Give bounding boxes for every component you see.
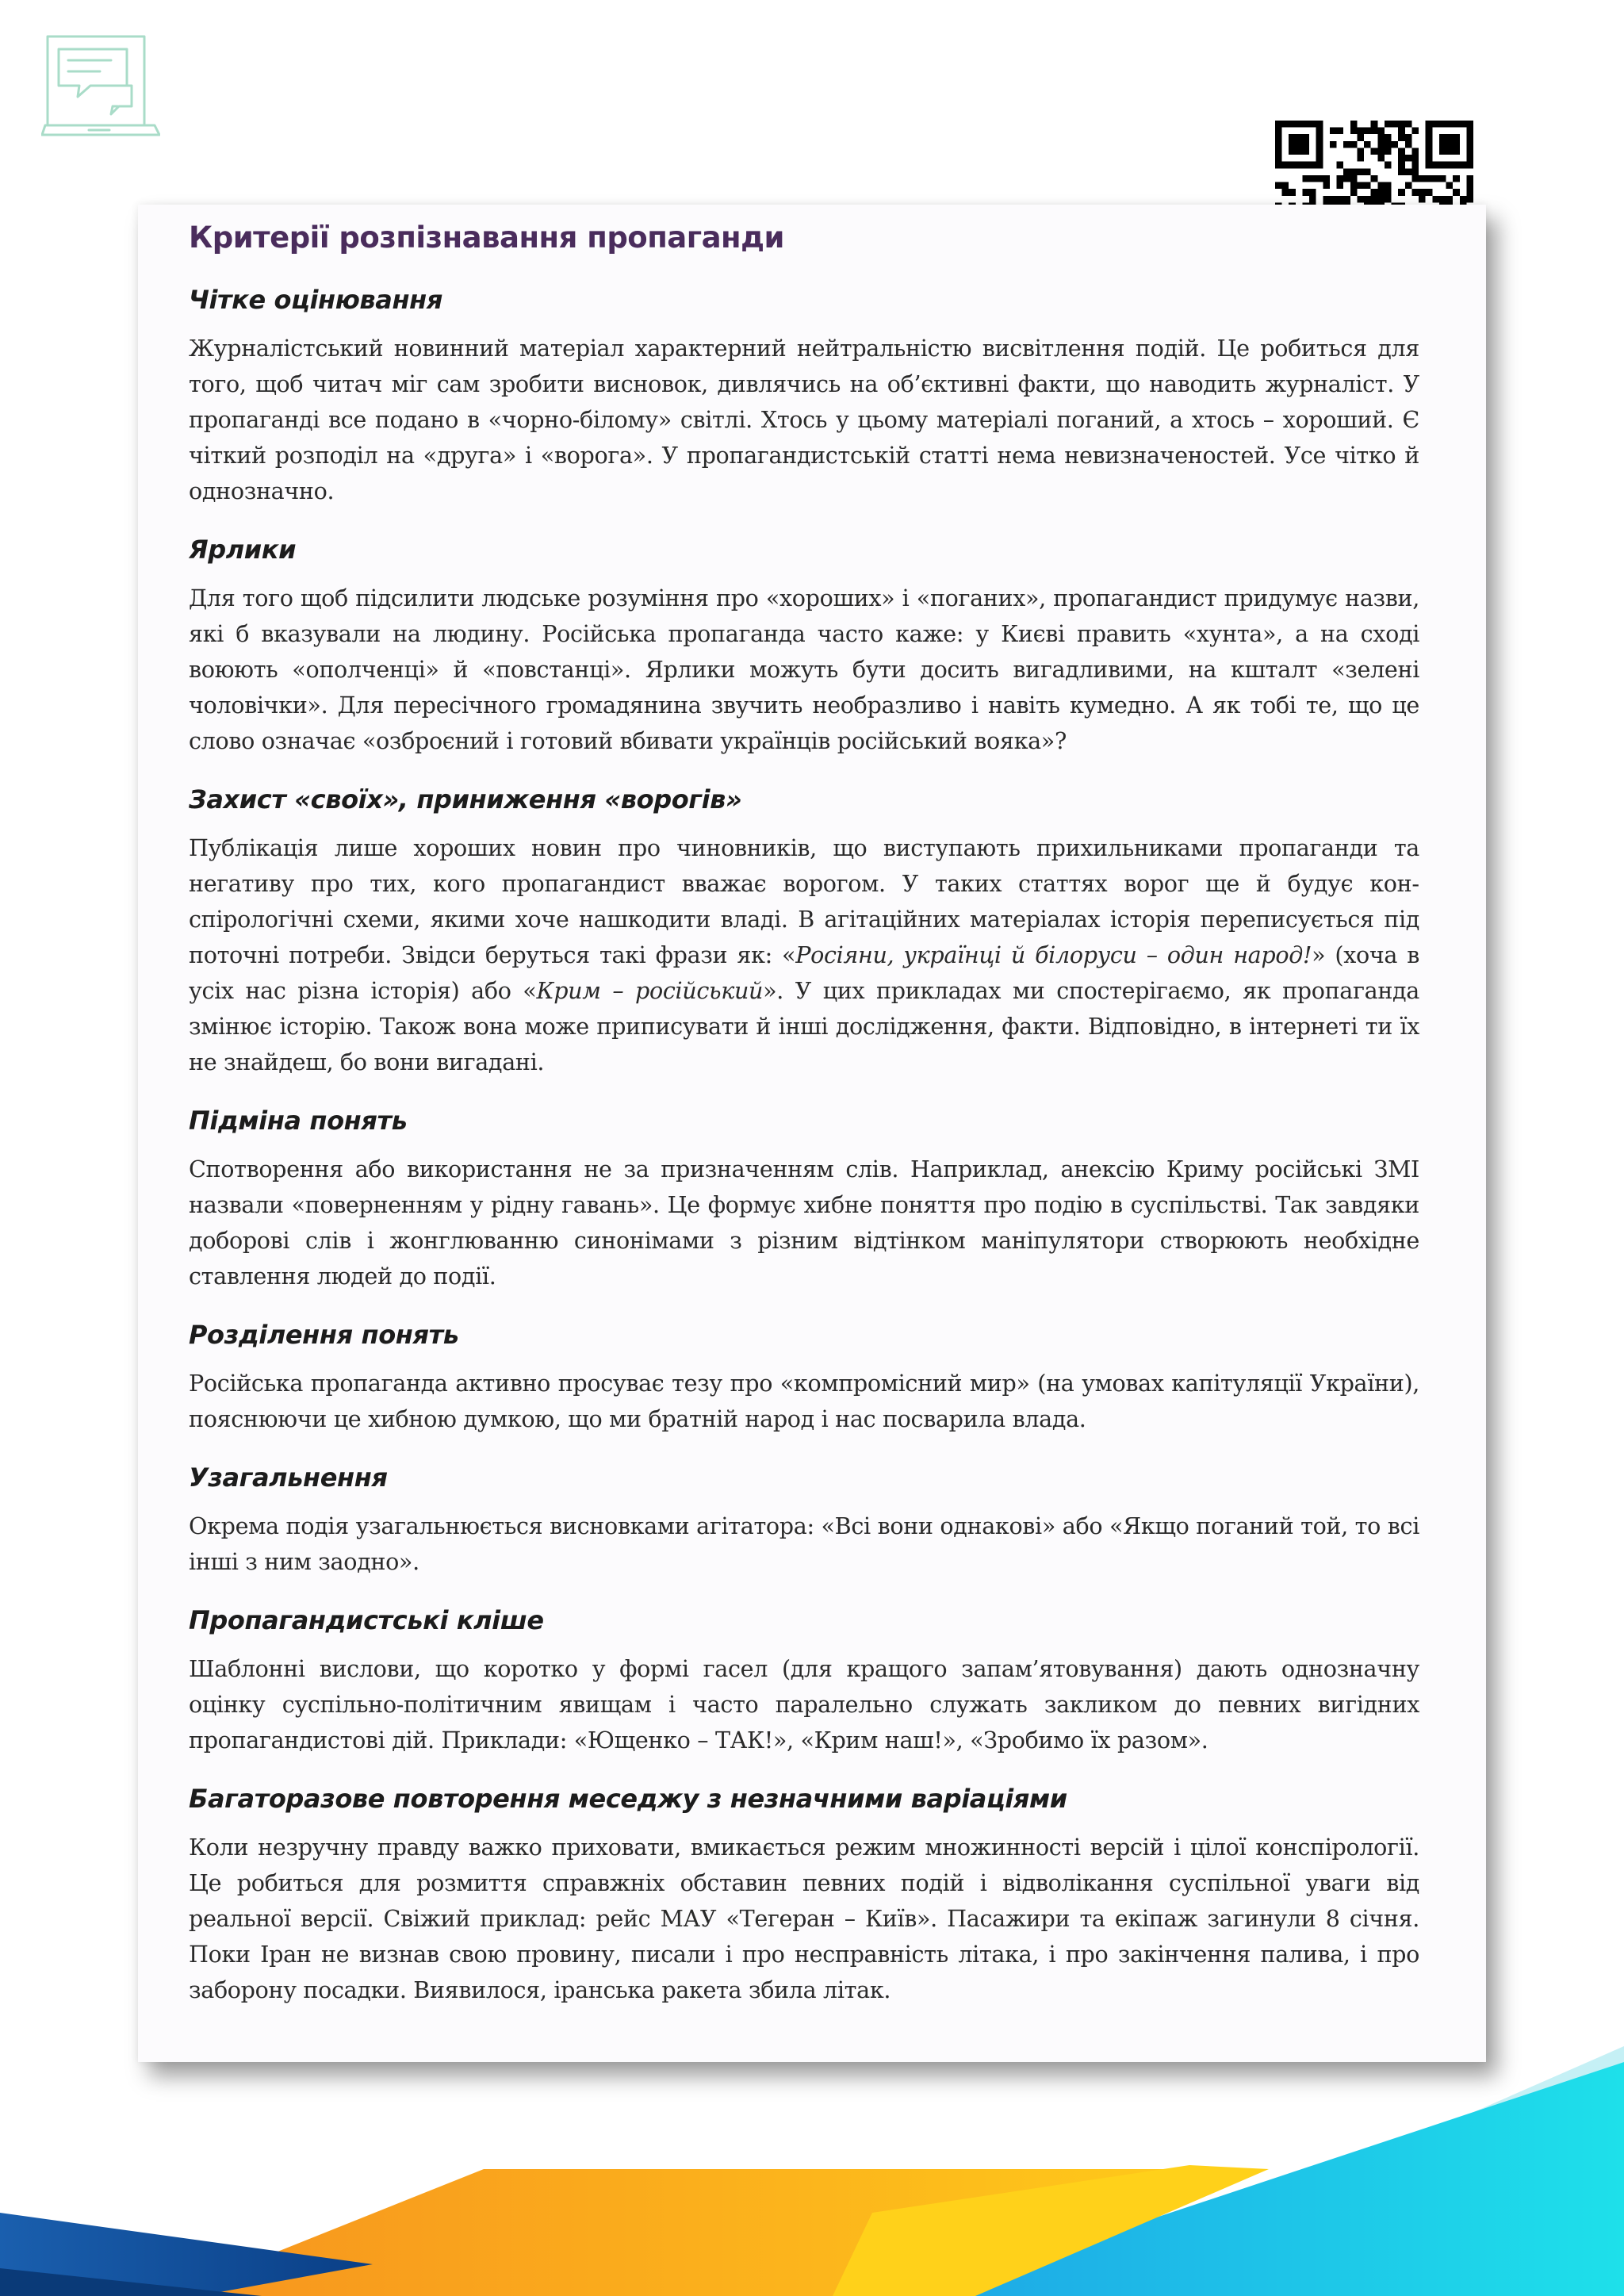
- qr-module: [1385, 134, 1392, 141]
- qr-module: [1385, 121, 1392, 128]
- qr-module: [1439, 175, 1446, 182]
- qr-module: [1343, 141, 1350, 148]
- qr-module: [1398, 162, 1405, 169]
- qr-module: [1343, 175, 1350, 182]
- qr-module: [1357, 128, 1364, 135]
- qr-module: [1364, 128, 1371, 135]
- qr-module: [1371, 189, 1378, 196]
- qr-module: [1289, 189, 1296, 196]
- qr-module: [1337, 162, 1344, 169]
- qr-module: [1419, 189, 1426, 196]
- section-heading: Розділення понять: [189, 1320, 459, 1350]
- section-text: Шаблонні вислови, що коротко у формі гасел (для кращого запам’ятовування) дають однозначну оцінку суспільно-політичним явищам і часто паралельно служать закликом до певних вигідних пропагандистові дій. Приклади: «Ющенко – ТАК!», «Крим наш!», «Зробимо їх разом».: [189, 1655, 1419, 1754]
- qr-module: [1377, 189, 1385, 196]
- section-text: Окрема подія узагальнюється висновками агітатора: «Всі вони однакові» або «Якщо поганий той, то всі інші з ним заодно».: [189, 1512, 1419, 1575]
- qr-module: [1411, 148, 1419, 155]
- section-labels: [189, 530, 1419, 759]
- qr-module: [1316, 175, 1323, 182]
- qr-module: [1309, 175, 1316, 182]
- qr-module: [1398, 148, 1405, 155]
- qr-module: [1350, 128, 1358, 135]
- qr-module: [1432, 196, 1439, 203]
- qr-module: [1398, 121, 1405, 128]
- qr-module: [1309, 196, 1316, 203]
- section-text: Російська пропаганда активно просуває тезу про «компромісний мир» (на умовах капітуляції України), пояснюючи це хибною думкою, що ми братній народ і нас посварила влада.: [189, 1370, 1419, 1432]
- qr-module: [1350, 189, 1358, 196]
- qr-module: [1466, 189, 1473, 196]
- qr-module: [1405, 141, 1412, 148]
- qr-module: [1385, 162, 1392, 169]
- section-text: Коли незручну правду важко приховати, вмикається режим множинності версій і цілої конспірології. Це робиться для розмиття справжніх обставин певних подій і відволікання суспільної уваги від реальної версії. Свіжий приклад: рейс МАУ «Тегеран – Київ». Пасажири та екіпаж загинули 8 січня. Поки Іран не визнав свою провину, писали і про несправність літака, і про закінчення палива, і про заборону посадки. Виявилося, іранська ракета збила літак.: [189, 1834, 1419, 2003]
- qr-module: [1364, 141, 1371, 148]
- qr-module: [1337, 175, 1344, 182]
- qr-module: [1439, 134, 1460, 155]
- decorative-ribbons: [0, 2030, 1624, 2296]
- section-repetition: [189, 1779, 1419, 2008]
- section-heading: Підміна понять: [189, 1106, 408, 1136]
- qr-module: [1282, 182, 1289, 190]
- qr-module: [1357, 155, 1364, 162]
- qr-module: [1371, 175, 1378, 182]
- qr-module: [1275, 182, 1282, 190]
- qr-module: [1357, 168, 1364, 175]
- quote-one-nation: Росіяни, українці й білоруси – один народ!: [795, 941, 1312, 968]
- qr-module: [1446, 182, 1454, 190]
- section-cliches: [189, 1600, 1419, 1758]
- qr-module: [1289, 134, 1309, 155]
- section-concept-substitution: [189, 1101, 1419, 1294]
- section-heading: Узагальнення: [189, 1462, 388, 1493]
- section-concept-separation: [189, 1315, 1419, 1437]
- qr-module: [1282, 189, 1289, 196]
- qr-module: [1377, 155, 1385, 162]
- qr-module: [1364, 182, 1371, 190]
- section-text-part: Публікація лише хороших новин про чиновників, що виступають прихильниками пропаганди та негативу про тих, кого пропагандист вважає ворогом. У таких статтях ворог ще й будує конспірологічні схеми, якими хоче нашкодити владі. В агітаційних матеріалах історія переписується під поточні потреби. Звідси беруться такі фрази як: «: [189, 834, 1419, 968]
- qr-module: [1398, 168, 1405, 175]
- qr-module: [1385, 189, 1392, 196]
- qr-module: [1377, 128, 1385, 135]
- content-card: [138, 205, 1486, 2062]
- qr-module: [1453, 189, 1460, 196]
- qr-module: [1411, 162, 1419, 169]
- section-heading: Пропагандистські кліше: [189, 1605, 544, 1635]
- qr-module: [1385, 182, 1392, 190]
- section-text: Журналістський новинний матеріал характерний нейтральністю висвітлення подій. Це робиться для того, щоб читач міг сам зробити висновок, дивлячись на об’єктивні факти, що наводить журналіст. У пропаганді все подано в «чорно-білому» світлі. Хтось у цьому матеріалі поганий, а хтось – хороший. Є чіткий розподіл на «друга» і «ворога». У пропагандистській статті нема невизначеностей. Усе чітко й однозначно.: [189, 335, 1419, 504]
- qr-module: [1411, 168, 1419, 175]
- qr-module: [1385, 141, 1392, 148]
- qr-module: [1453, 175, 1460, 182]
- section-text-part: ». У цих прикладах ми спостерігаємо, як пропаганда змінює історію. Також вона може приписувати й інші дослідження, факти. Відповідно, в інтернеті ти їх не знайдеш, бо вони вигадані.: [189, 977, 1419, 1075]
- qr-module: [1398, 189, 1405, 196]
- qr-module: [1377, 141, 1385, 148]
- qr-module: [1398, 128, 1405, 135]
- qr-module: [1411, 175, 1419, 182]
- section-heading: Багаторазове повторення меседжу з незначними варіаціями: [189, 1784, 1067, 1814]
- qr-module: [1323, 175, 1330, 182]
- qr-module: [1343, 196, 1350, 203]
- qr-module: [1371, 128, 1378, 135]
- qr-module: [1377, 148, 1385, 155]
- section-text-part: » (хоча в усіх нас різна історія) або «: [189, 941, 1419, 1004]
- qr-module: [1385, 148, 1392, 155]
- qr-module: [1357, 148, 1364, 155]
- qr-module: [1330, 196, 1337, 203]
- qr-module: [1350, 168, 1358, 175]
- qr-module: [1426, 175, 1433, 182]
- section-heading: Чітке оцінювання: [189, 285, 443, 315]
- qr-module: [1377, 196, 1385, 203]
- qr-module: [1350, 175, 1358, 182]
- qr-module: [1466, 182, 1473, 190]
- section-text: [189, 830, 1419, 1080]
- qr-module: [1392, 141, 1399, 148]
- qr-module: [1323, 196, 1330, 203]
- qr-module: [1377, 134, 1385, 141]
- qr-module: [1323, 182, 1330, 190]
- qr-module: [1405, 134, 1412, 141]
- qr-module: [1377, 182, 1385, 190]
- qr-module: [1364, 196, 1371, 203]
- qr-module: [1419, 196, 1426, 203]
- qr-module: [1302, 175, 1309, 182]
- page-title: Критерії розпізнавання пропаганди: [189, 220, 784, 255]
- section-heading: Захист «своїх», приниження «ворогів»: [189, 784, 742, 815]
- qr-module: [1330, 128, 1337, 135]
- qr-module: [1371, 148, 1378, 155]
- qr-module: [1466, 196, 1473, 203]
- sections-container: [189, 280, 1419, 2029]
- qr-module: [1411, 128, 1419, 135]
- qr-module: [1309, 189, 1316, 196]
- qr-module: [1405, 121, 1412, 128]
- qr-module: [1357, 134, 1364, 141]
- qr-module: [1350, 121, 1358, 128]
- qr-module: [1337, 196, 1344, 203]
- qr-module: [1466, 175, 1473, 182]
- qr-module: [1371, 196, 1378, 203]
- qr-module: [1371, 121, 1378, 128]
- qr-module: [1343, 168, 1350, 175]
- qr-module: [1337, 182, 1344, 190]
- section-text: Спотворення або використання не за призначенням слів. Наприклад, анексію Криму російські ЗМІ назвали «поверненням у рідну гавань». Це формує хибне поняття про подію в суспільстві. Так завдяки доборові слів і жонглюванню синонімами з різним відтінком маніпулятори створюють необхідне ставлення людей до події.: [189, 1156, 1419, 1290]
- qr-module: [1364, 168, 1371, 175]
- section-protect-own: [189, 780, 1419, 1080]
- qr-module: [1330, 141, 1337, 148]
- qr-module: [1405, 155, 1412, 162]
- qr-module: [1446, 196, 1454, 203]
- qr-module: [1419, 175, 1426, 182]
- qr-module: [1350, 182, 1358, 190]
- qr-module: [1350, 141, 1358, 148]
- section-text: Для того щоб підсилити людське розуміння про «хороших» і «поганих», пропагандист придумує назви, які б вказували на людину. Російська пропаганда часто каже: у Києві править «хунта», а на сході воюють «ополченці» й «повстанці». Ярлики можуть бути досить вигадливими, на кшталт «зелені чоловічки». Для пересічного громадянина звучить необразливо і навіть кумедно. А як тобі те, що це слово означає «озброєний і готовий вбивати українців російський вояка»?: [189, 585, 1419, 754]
- qr-module: [1337, 128, 1344, 135]
- qr-module: [1398, 134, 1405, 141]
- section-clear-evaluation: [189, 280, 1419, 509]
- qr-module: [1411, 155, 1419, 162]
- qr-module: [1405, 182, 1412, 190]
- qr-module: [1426, 189, 1433, 196]
- chat-laptop-logo-icon: [41, 30, 160, 149]
- qr-module: [1460, 196, 1467, 203]
- qr-module: [1392, 121, 1399, 128]
- qr-module: [1411, 189, 1419, 196]
- section-generalization: [189, 1458, 1419, 1580]
- quote-crimea: Крим – російський: [536, 977, 764, 1004]
- section-heading: Ярлики: [189, 535, 297, 565]
- qr-module: [1357, 196, 1364, 203]
- qr-module: [1405, 168, 1412, 175]
- qr-module: [1357, 182, 1364, 190]
- qr-module: [1439, 196, 1446, 203]
- qr-module: [1302, 189, 1309, 196]
- qr-module: [1432, 175, 1439, 182]
- qr-module: [1398, 155, 1405, 162]
- qr-module: [1385, 196, 1392, 203]
